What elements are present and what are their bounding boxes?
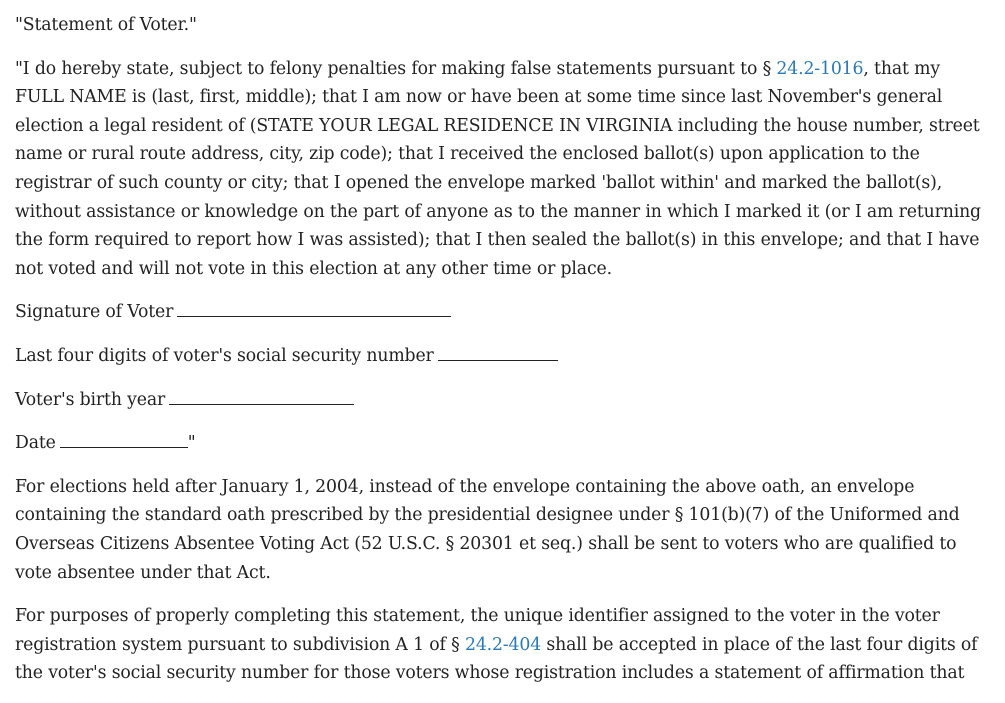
oath-paragraph: [15, 55, 990, 284]
signature-label: Signature of Voter: [15, 302, 174, 323]
identifier-paragraph: [15, 602, 990, 688]
date-label: Date: [15, 433, 56, 454]
date-closing-quote: ": [187, 433, 196, 454]
date-line: [15, 429, 990, 458]
statute-link-24-2-1016[interactable]: 24.2-1016: [776, 58, 864, 79]
date-blank: [60, 429, 188, 448]
birth-year-blank: [169, 386, 354, 405]
birth-year-label: Voter's birth year: [15, 389, 166, 410]
signature-line: [15, 298, 990, 327]
signature-blank: [177, 298, 451, 317]
ssn-label: Last four digits of voter's social security number: [15, 345, 434, 366]
statute-text: [15, 11, 990, 703]
oath-text-rest: , that my FULL NAME is (last, first, middle); that I am now or have been at some time since last November's general election a legal resident of (STATE YOUR LEGAL RESIDENCE IN VIRGINIA including the house number, street name or rural route address, city, zip code); that I received the enclosed ballot(s) upon application to the registrar of such county or city; that I opened the envelope marked 'ballot within' and marked the ballot(s), without assistance or knowledge on the part of anyone as to the manner in which I marked it (or I am returning the form required to report how I was assisted); that I then sealed the ballot(s) in this envelope; and that I have not voted and will not vote in this election at any other time or place.: [15, 58, 981, 279]
ssn-line: [15, 342, 990, 371]
oath-text-start: "I do hereby state, subject to felony penalties for making false statements pursuant to §: [15, 58, 777, 79]
elections-paragraph: For elections held after January 1, 2004, instead of the envelope containing the above oath, an envelope containing the standard oath prescribed by the presidential designee under § 101(b)(7) of the Uniformed and Overseas Citizens Absentee Voting Act (52 U.S.C. § 20301 et seq.) shall be sent to voters who are qualified to vote absentee under that Act.: [15, 476, 960, 583]
identifier-text-start: For purposes of properly completing this statement, the unique identifier assigned to the voter in the voter registration system pursuant to subdivision A 1 of §: [15, 606, 940, 655]
ssn-blank: [438, 342, 558, 361]
statute-link-24-2-404[interactable]: 24.2-404: [464, 634, 542, 655]
identifier-text-rest: shall be accepted in place of the last four digits of the voter's social security number for those voters whose registration includes a statement of affirmation that: [15, 634, 978, 684]
birth-year-line: [15, 386, 990, 415]
statement-heading: "Statement of Voter.": [15, 15, 197, 35]
